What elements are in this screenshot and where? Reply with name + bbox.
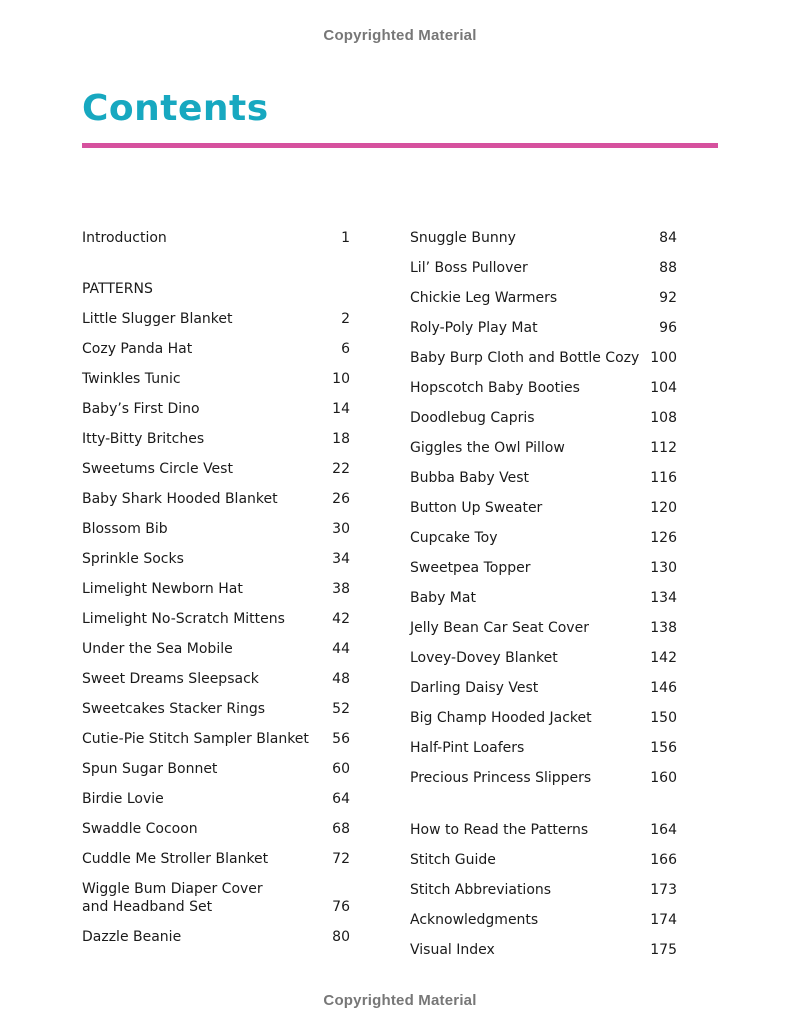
toc-entry-title: Baby’s First Dino	[82, 401, 200, 417]
toc-entry-page-number: 96	[659, 320, 677, 336]
toc-entry-page-number: 22	[332, 461, 350, 477]
toc-entry-title: Baby Shark Hooded Blanket	[82, 491, 278, 507]
toc-entry-page-number: 150	[650, 710, 677, 726]
toc-entry	[82, 580, 350, 598]
toc-entry	[410, 469, 677, 487]
toc-entry-page-number: 6	[341, 341, 350, 357]
toc-entry-title: Stitch Guide	[410, 852, 496, 868]
toc-entry-page-number: 100	[650, 350, 677, 366]
toc-entry-title: Dazzle Beanie	[82, 929, 182, 945]
toc-entry-page-number: 44	[332, 641, 350, 657]
toc-entry-title: Chickie Leg Warmers	[410, 290, 558, 306]
toc-entry	[82, 229, 350, 247]
toc-entry	[82, 760, 350, 778]
toc-entry-page-number: 80	[332, 929, 350, 945]
toc-entry-page-number: 14	[332, 401, 350, 417]
toc-entry-title: Wiggle Bum Diaper Cover and Headband Set	[82, 881, 263, 915]
toc-entry-title: How to Read the Patterns	[410, 822, 589, 838]
toc-entry	[82, 370, 350, 388]
toc-entry-page-number: 56	[332, 731, 350, 747]
toc-entry-title: Giggles the Owl Pillow	[410, 440, 565, 456]
toc-entry	[410, 941, 677, 959]
toc-entry-page-number: 146	[650, 680, 677, 696]
toc-entry-page-number: 164	[650, 822, 677, 838]
toc-entry-page-number: 130	[650, 560, 677, 576]
section-heading-patterns: PATTERNS	[82, 281, 153, 297]
toc-entry-title: Sweet Dreams Sleepsack	[82, 671, 259, 687]
toc-entry-title: Twinkles Tunic	[82, 371, 181, 387]
toc-entry	[82, 520, 350, 538]
toc-entry-page-number: 72	[332, 851, 350, 867]
toc-entry-page-number: 48	[332, 671, 350, 687]
toc-entry-title: Stitch Abbreviations	[410, 882, 552, 898]
toc-entry-title: Big Champ Hooded Jacket	[410, 710, 592, 726]
toc-entry-title: Precious Princess Slippers	[410, 770, 592, 786]
toc-entry	[410, 821, 677, 839]
toc-entry-page-number: 108	[650, 410, 677, 426]
toc-entry-title: Blossom Bib	[82, 521, 168, 537]
toc-entry	[82, 820, 350, 838]
toc-entry-title: Lovey-Dovey Blanket	[410, 650, 558, 666]
toc-entry	[82, 490, 350, 508]
toc-entry-title: Sweetums Circle Vest	[82, 461, 233, 477]
header-copyright: Copyrighted Material	[323, 27, 477, 44]
toc-entry	[82, 550, 350, 568]
toc-entry	[410, 881, 677, 899]
toc-entry-page-number: 60	[332, 761, 350, 777]
toc-entry	[410, 589, 677, 607]
toc-entry	[410, 319, 677, 337]
toc-entry	[82, 430, 350, 448]
toc-entry-title: Lil’ Boss Pullover	[410, 260, 528, 276]
toc-entry-page-number: 104	[650, 380, 677, 396]
page-title: Contents	[82, 88, 269, 129]
toc-entry	[410, 559, 677, 577]
footer-copyright: Copyrighted Material	[323, 992, 477, 1009]
toc-entry-title: Half-Pint Loafers	[410, 740, 525, 756]
toc-entry	[410, 851, 677, 869]
toc-entry-title: Bubba Baby Vest	[410, 470, 529, 486]
toc-entry-page-number: 92	[659, 290, 677, 306]
toc-entry-title: Limelight Newborn Hat	[82, 581, 243, 597]
toc-entry	[410, 649, 677, 667]
toc-entry-page-number: 112	[650, 440, 677, 456]
toc-entry-page-number: 175	[650, 942, 677, 958]
toc-entry	[410, 499, 677, 517]
toc-entry-title: Limelight No-Scratch Mittens	[82, 611, 285, 627]
toc-entry-title: Hopscotch Baby Booties	[410, 380, 580, 396]
toc-entry-page-number: 26	[332, 491, 350, 507]
toc-entry	[82, 928, 350, 946]
toc-entry	[82, 610, 350, 628]
toc-entry	[82, 460, 350, 478]
toc-entry	[82, 670, 350, 688]
toc-entry-title: Darling Daisy Vest	[410, 680, 539, 696]
toc-entry-title: Itty-Bitty Britches	[82, 431, 205, 447]
toc-entry-page-number: 116	[650, 470, 677, 486]
toc-entry-title: Cutie-Pie Stitch Sampler Blanket	[82, 731, 309, 747]
toc-entry-title: Under the Sea Mobile	[82, 641, 233, 657]
toc-entry-page-number: 68	[332, 821, 350, 837]
toc-entry-page-number: 10	[332, 371, 350, 387]
toc-entry-page-number: 120	[650, 500, 677, 516]
toc-entry-page-number: 138	[650, 620, 677, 636]
toc-entry	[410, 229, 677, 247]
toc-entry-title: Cozy Panda Hat	[82, 341, 193, 357]
toc-entry-title: Button Up Sweater	[410, 500, 543, 516]
toc-entry-page-number: 42	[332, 611, 350, 627]
toc-entry-page-number: 84	[659, 230, 677, 246]
toc-entry	[410, 529, 677, 547]
toc-entry	[410, 289, 677, 307]
toc-entry-page-number: 1	[341, 230, 350, 246]
toc-entry-title: Roly-Poly Play Mat	[410, 320, 538, 336]
toc-entry-page-number: 173	[650, 882, 677, 898]
toc-entry-page-number: 174	[650, 912, 677, 928]
toc-entry	[82, 790, 350, 808]
toc-entry	[410, 619, 677, 637]
toc-entry-page-number: 18	[332, 431, 350, 447]
toc-entry	[82, 310, 350, 328]
toc-entry	[82, 880, 350, 916]
toc-entry	[82, 400, 350, 418]
toc-entry	[82, 640, 350, 658]
toc-entry-title: Doodlebug Capris	[410, 410, 535, 426]
toc-entry-page-number: 166	[650, 852, 677, 868]
toc-entry-title: Introduction	[82, 230, 167, 246]
toc-entry	[410, 379, 677, 397]
toc-entry-title: Baby Mat	[410, 590, 476, 606]
toc-entry-page-number: 52	[332, 701, 350, 717]
toc-entry	[82, 700, 350, 718]
toc-entry	[410, 439, 677, 457]
toc-entry-title: Little Slugger Blanket	[82, 311, 233, 327]
toc-entry-page-number: 76	[332, 899, 350, 915]
toc-entry-title: Cuddle Me Stroller Blanket	[82, 851, 269, 867]
toc-entry-page-number: 134	[650, 590, 677, 606]
toc-entry-title: Visual Index	[410, 942, 495, 958]
toc-entry-page-number: 38	[332, 581, 350, 597]
toc-entry-page-number: 142	[650, 650, 677, 666]
toc-entry-title: Sweetpea Topper	[410, 560, 531, 576]
toc-entry-page-number: 34	[332, 551, 350, 567]
toc-entry-title: Birdie Lovie	[82, 791, 164, 807]
toc-entry-title: Snuggle Bunny	[410, 230, 516, 246]
toc-entry	[410, 709, 677, 727]
toc-entry	[410, 769, 677, 787]
toc-entry-title: Jelly Bean Car Seat Cover	[410, 620, 589, 636]
title-underline	[82, 143, 718, 148]
toc-entry-page-number: 2	[341, 311, 350, 327]
toc-entry-title: Baby Burp Cloth and Bottle Cozy	[410, 350, 640, 366]
toc-entry-page-number: 156	[650, 740, 677, 756]
toc-entry	[410, 349, 677, 367]
toc-entry	[82, 730, 350, 748]
toc-entry-page-number: 30	[332, 521, 350, 537]
toc-entry-page-number: 126	[650, 530, 677, 546]
toc-entry-page-number: 88	[659, 260, 677, 276]
toc-entry-title: Sprinkle Socks	[82, 551, 184, 567]
toc-entry	[410, 911, 677, 929]
toc-entry-title: Spun Sugar Bonnet	[82, 761, 218, 777]
toc-entry-title: Sweetcakes Stacker Rings	[82, 701, 266, 717]
toc-entry	[82, 850, 350, 868]
toc-entry-page-number: 64	[332, 791, 350, 807]
toc-entry-page-number: 160	[650, 770, 677, 786]
toc-entry	[410, 739, 677, 757]
toc-entry-title: Cupcake Toy	[410, 530, 498, 546]
toc-entry	[410, 259, 677, 277]
toc-entry	[410, 679, 677, 697]
toc-entry	[82, 340, 350, 358]
toc-entry-title: Swaddle Cocoon	[82, 821, 198, 837]
toc-entry-title: Acknowledgments	[410, 912, 539, 928]
toc-entry	[410, 409, 677, 427]
